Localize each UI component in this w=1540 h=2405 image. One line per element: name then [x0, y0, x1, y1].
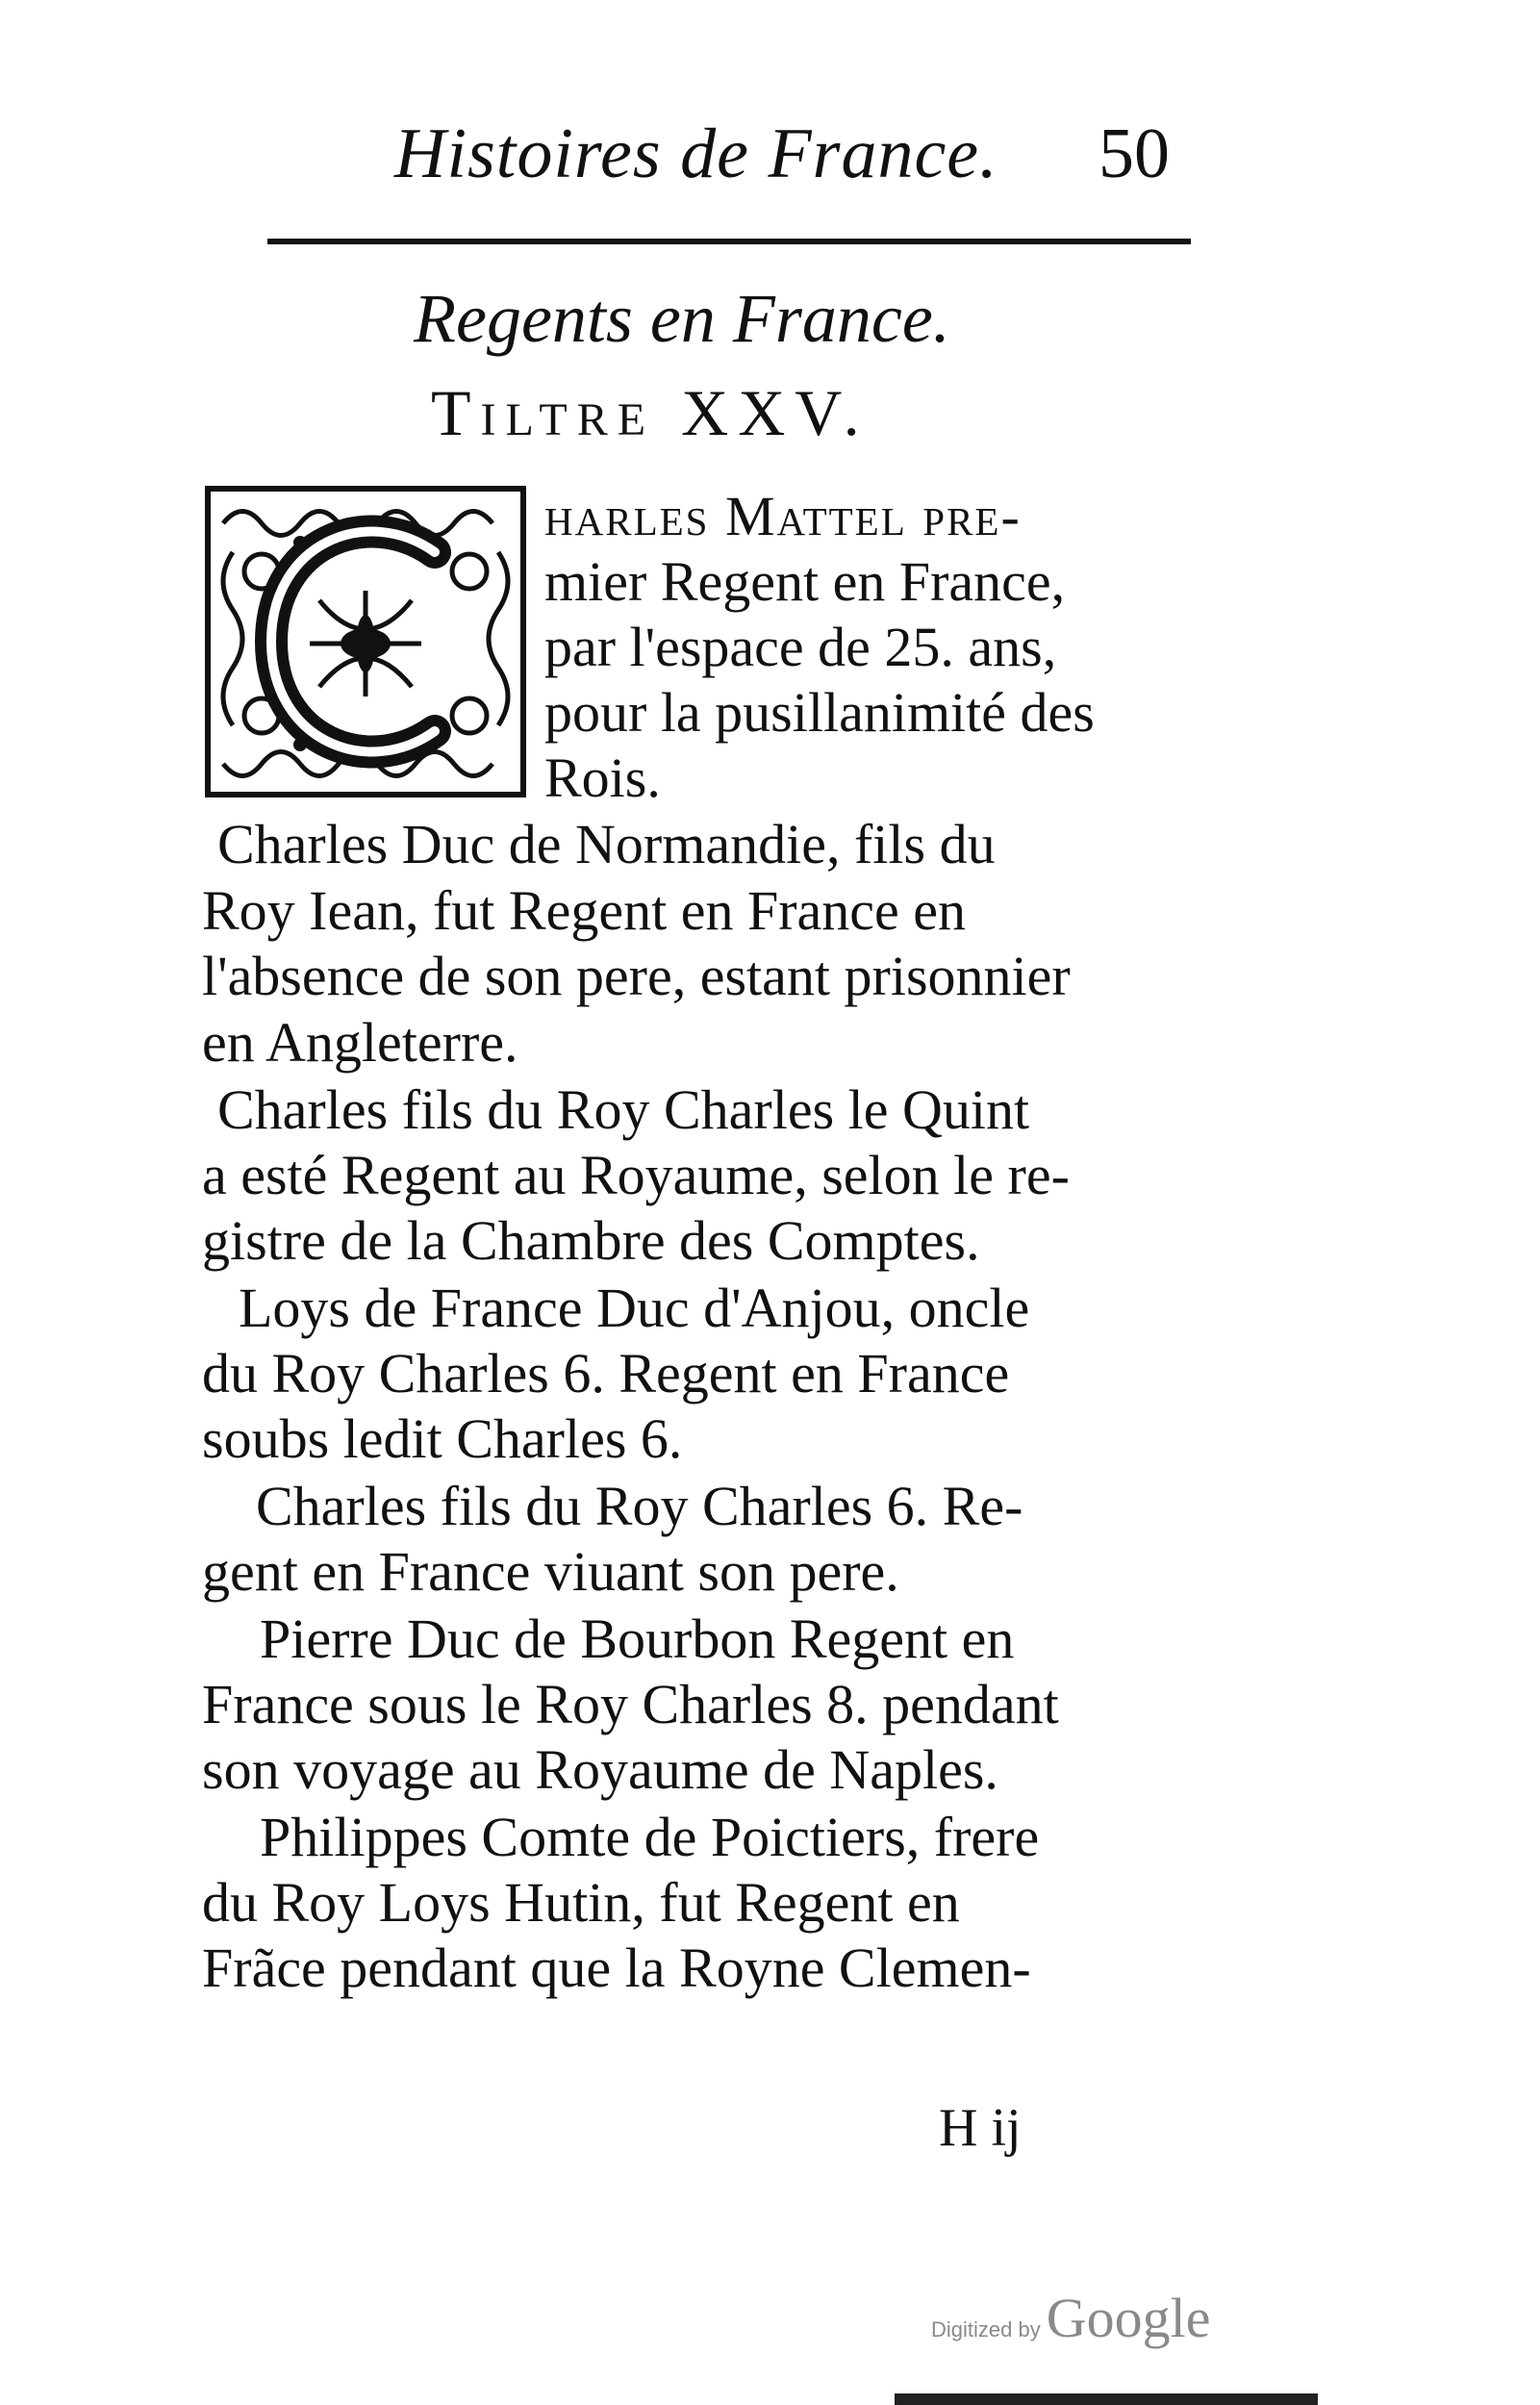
section-title: Regents en France. [414, 280, 950, 357]
text-line: a esté Regent au Royaume, selon le re- [202, 1144, 1070, 1206]
text-line: Frãce pendant que la Royne Clemen- [202, 1937, 1031, 1999]
text-line: gistre de la Chambre des Comptes. [202, 1209, 980, 1272]
signature-mark: H ij [939, 2098, 1022, 2158]
watermark-brand: Google [1046, 2287, 1211, 2349]
text-line: l'absence de son pere, estant prisonnier [202, 945, 1071, 1007]
text-line: pour la pusillanimité des [544, 681, 1095, 744]
text-line: Charles fils du Roy Charles le Quint [217, 1078, 1030, 1141]
header-rule [267, 239, 1191, 244]
text-line: par l'espace de 25. ans, [544, 616, 1057, 678]
text-line: France sous le Roy Charles 8. pendant [202, 1673, 1059, 1735]
section-number: Tiltre XXV. [431, 376, 870, 449]
text-line: du Roy Loys Hutin, fut Regent en [202, 1871, 960, 1934]
text-line: Roy Iean, fut Regent en France en [202, 879, 966, 942]
text-line: Loys de France Duc d'Anjou, oncle [239, 1277, 1030, 1339]
text-line: harles Mattel pre- [544, 485, 1022, 547]
text-line: gent en France viuant son pere. [202, 1540, 899, 1603]
digitization-watermark [931, 2286, 1210, 2350]
text-line: du Roy Charles 6. Regent en France [202, 1342, 1010, 1405]
text-line: en Angleterre. [202, 1011, 518, 1074]
ornamental-drop-cap [204, 485, 527, 798]
text-line: soubs ledit Charles 6. [202, 1407, 683, 1470]
watermark-prefix: Digitized by [931, 2317, 1041, 2342]
text-line: Charles Duc de Normandie, fils du [217, 813, 996, 875]
page-number: 50 [1098, 114, 1170, 193]
text-line: mier Regent en France, [544, 550, 1066, 613]
text-line: Rois. [544, 747, 661, 809]
text-line: Pierre Duc de Bourbon Regent en [260, 1608, 1015, 1670]
text-line: son voyage au Royaume de Naples. [202, 1738, 998, 1801]
running-title: Histoires de France. [394, 114, 998, 193]
scan-edge-shadow [895, 2393, 1318, 2405]
text-line: Philippes Comte de Poictiers, frere [260, 1806, 1040, 1868]
text-line: Charles fils du Roy Charles 6. Re- [256, 1475, 1023, 1537]
